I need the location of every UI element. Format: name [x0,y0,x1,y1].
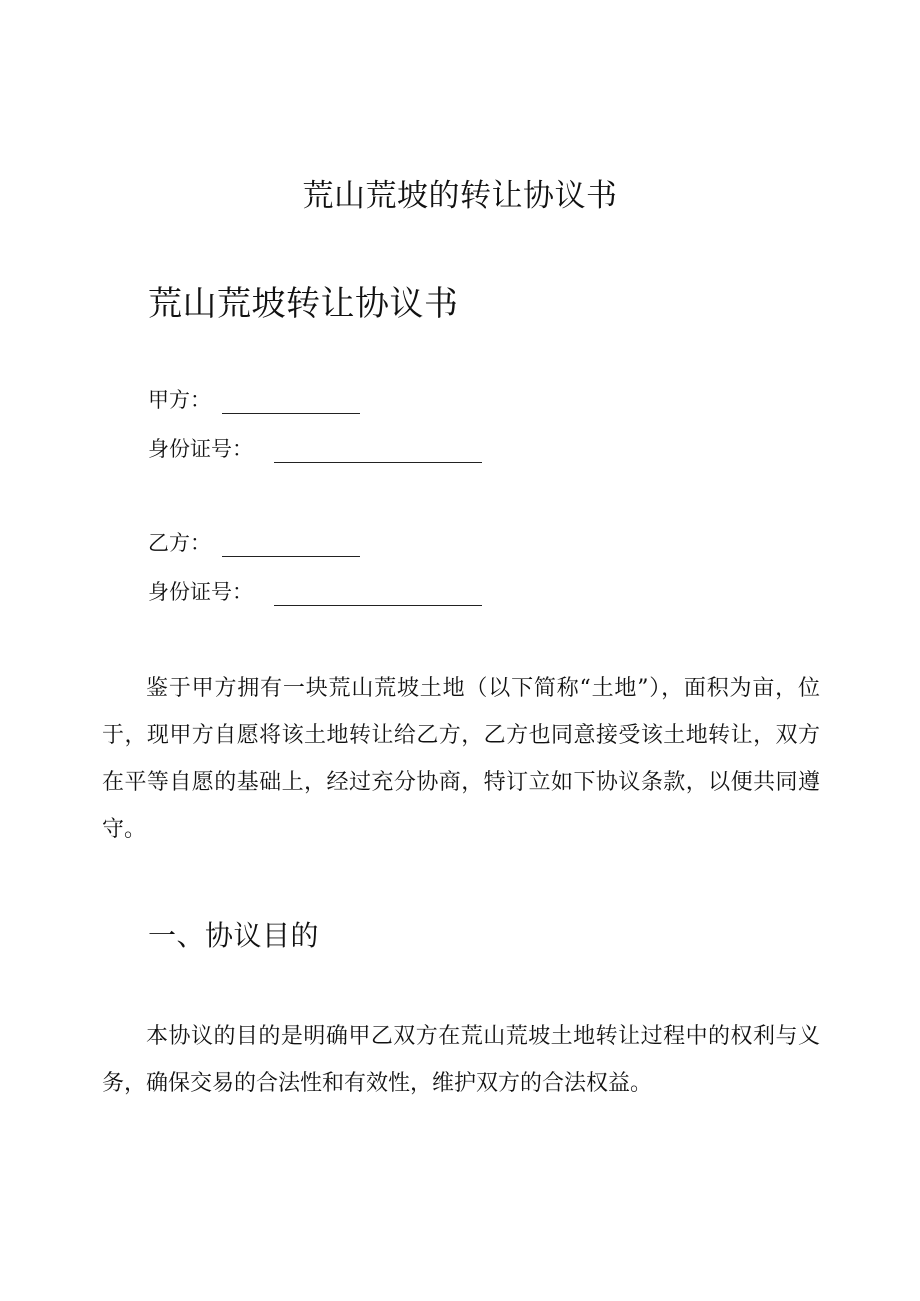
party-a-name-field [148,385,211,415]
party-b-name-field [148,528,211,558]
party-a-name-blank-line [222,413,360,414]
party-b-id-label: 身份证号： [148,580,253,604]
party-a-id-field [148,434,253,464]
party-b-id-blank-line [274,605,482,606]
party-b-name-label: 乙方： [148,531,211,555]
intro-paragraph: 鉴于甲方拥有一块荒山荒坡土地（以下简称“土地”），面积为亩，位于，现甲方自愿将该土地转让给乙方，乙方也同意接受该土地转让，双方在平等自愿的基础上，经过充分协商，特订立如下协议条款，以便共同遵守。 [102,676,820,842]
party-a-id-label: 身份证号： [148,437,253,461]
party-a-id-blank-line [274,462,482,463]
section-1-body: 本协议的目的是明确甲乙双方在荒山荒坡土地转让过程中的权利与义务，确保交易的合法性和有效性，维护双方的合法权益。 [102,1024,820,1096]
agreement-subtitle: 荒山荒坡转让协议书 [148,284,459,324]
party-b-name-blank-line [222,556,360,557]
party-a-name-label: 甲方： [148,388,211,412]
document-title: 荒山荒坡的转让协议书 [302,178,618,214]
section-1-heading: 一、协议目的 [148,919,320,952]
party-b-id-field [148,577,253,607]
